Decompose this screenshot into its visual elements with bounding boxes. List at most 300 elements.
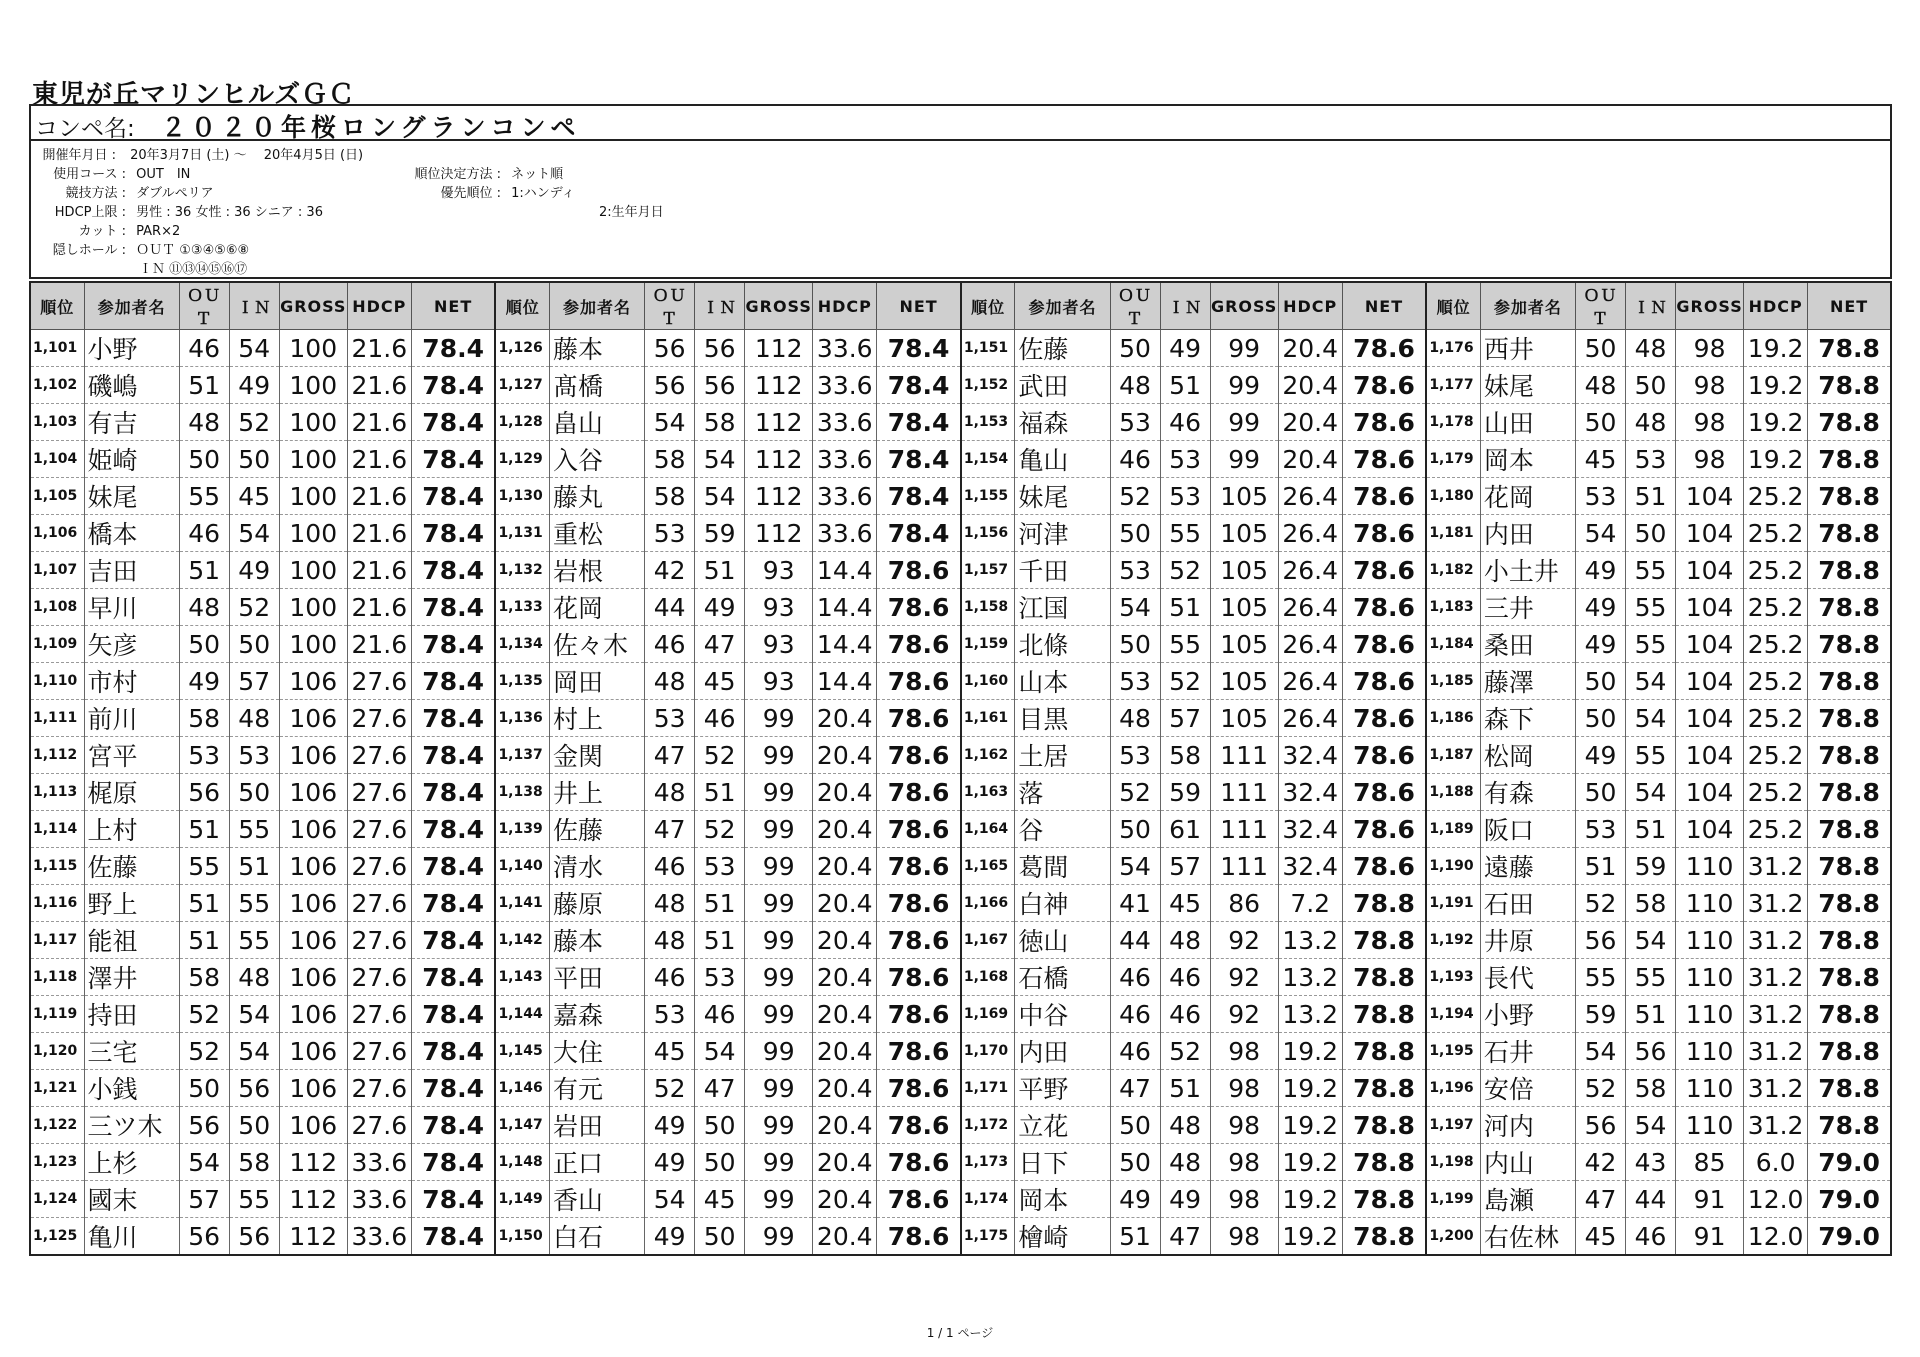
gross-cell: 99	[745, 1218, 813, 1256]
rank-cell: 1,126	[495, 330, 549, 367]
info-hdcp-value: 男性 : 36 女性 : 36 シニア : 36	[136, 205, 323, 220]
info-priority-label: 優先順位 :	[440, 186, 501, 201]
out-cell: 46	[179, 330, 229, 367]
in-cell: 45	[229, 478, 279, 515]
out-cell: 50	[1575, 700, 1625, 737]
hdcp-cell: 13.2	[1278, 922, 1342, 959]
gross-cell: 112	[279, 1144, 347, 1181]
hdcp-cell: 25.2	[1744, 811, 1808, 848]
rank-cell: 1,168	[961, 959, 1015, 996]
name-cell: 藤丸	[549, 478, 644, 515]
in-cell: 55	[1160, 626, 1210, 663]
in-cell: 54	[695, 441, 745, 478]
in-cell: 48	[1160, 1107, 1210, 1144]
rank-cell: 1,174	[961, 1181, 1015, 1218]
info-hdcp-label: HDCP上限 :	[54, 205, 126, 220]
rank-cell: 1,144	[495, 996, 549, 1033]
name-cell: 小野	[84, 330, 179, 367]
hdcp-cell: 20.4	[813, 774, 877, 811]
name-cell: 桑田	[1480, 626, 1575, 663]
rank-cell: 1,150	[495, 1218, 549, 1256]
rank-cell: 1,165	[961, 848, 1015, 885]
gross-cell: 110	[1676, 848, 1744, 885]
table-row	[30, 1070, 1891, 1107]
net-cell: 78.4	[877, 404, 961, 441]
gross-cell: 111	[1210, 811, 1278, 848]
out-cell: 45	[1575, 1218, 1625, 1256]
name-cell: 宮平	[84, 737, 179, 774]
rank-cell: 1,182	[1426, 552, 1480, 589]
rank-cell: 1,180	[1426, 478, 1480, 515]
net-cell: 78.8	[1808, 996, 1891, 1033]
gross-cell: 99	[745, 996, 813, 1033]
net-cell: 78.8	[1342, 996, 1426, 1033]
gross-cell: 100	[279, 589, 347, 626]
net-cell: 78.6	[1342, 774, 1426, 811]
name-cell: 市村	[84, 663, 179, 700]
out-cell: 49	[645, 1107, 695, 1144]
gross-cell: 98	[1676, 330, 1744, 367]
hdcp-cell: 14.4	[813, 552, 877, 589]
in-cell: 58	[1160, 737, 1210, 774]
in-cell: 56	[229, 1070, 279, 1107]
rank-cell: 1,192	[1426, 922, 1480, 959]
out-cell: 52	[179, 1033, 229, 1070]
gross-cell: 104	[1676, 515, 1744, 552]
header-name: 参加者名	[549, 282, 644, 330]
hdcp-cell: 20.4	[813, 1033, 877, 1070]
hdcp-cell: 19.2	[1744, 404, 1808, 441]
header-out: ＯＵＴ	[1110, 282, 1160, 330]
rank-cell: 1,173	[961, 1144, 1015, 1181]
out-cell: 51	[179, 367, 229, 404]
gross-cell: 104	[1676, 811, 1744, 848]
name-cell: 梶原	[84, 774, 179, 811]
net-cell: 78.6	[877, 663, 961, 700]
header-rank: 順位	[495, 282, 549, 330]
in-cell: 45	[695, 663, 745, 700]
header-hdcp: HDCP	[1744, 282, 1808, 330]
out-cell: 48	[179, 404, 229, 441]
net-cell: 78.8	[1808, 700, 1891, 737]
gross-cell: 106	[279, 663, 347, 700]
in-cell: 46	[1160, 959, 1210, 996]
gross-cell: 112	[279, 1218, 347, 1256]
in-cell: 55	[1626, 589, 1676, 626]
gross-cell: 104	[1676, 774, 1744, 811]
net-cell: 78.6	[877, 1218, 961, 1256]
out-cell: 50	[179, 441, 229, 478]
net-cell: 78.4	[411, 959, 495, 996]
header-gross: GROSS	[1210, 282, 1278, 330]
hdcp-cell: 27.6	[347, 663, 411, 700]
net-cell: 78.8	[1808, 885, 1891, 922]
out-cell: 53	[1575, 811, 1625, 848]
hdcp-cell: 32.4	[1278, 774, 1342, 811]
gross-cell: 98	[1210, 1144, 1278, 1181]
rank-cell: 1,187	[1426, 737, 1480, 774]
out-cell: 49	[1575, 552, 1625, 589]
rank-cell: 1,164	[961, 811, 1015, 848]
in-cell: 54	[695, 478, 745, 515]
name-cell: 島瀬	[1480, 1181, 1575, 1218]
in-cell: 46	[1160, 996, 1210, 1033]
out-cell: 47	[645, 811, 695, 848]
gross-cell: 112	[745, 330, 813, 367]
in-cell: 51	[695, 885, 745, 922]
out-cell: 50	[1110, 1144, 1160, 1181]
gross-cell: 112	[745, 404, 813, 441]
name-cell: 檜崎	[1015, 1218, 1110, 1256]
rank-cell: 1,119	[30, 996, 84, 1033]
name-cell: 小銭	[84, 1070, 179, 1107]
hdcp-cell: 25.2	[1744, 478, 1808, 515]
out-cell: 46	[645, 626, 695, 663]
name-cell: 日下	[1015, 1144, 1110, 1181]
gross-cell: 92	[1210, 959, 1278, 996]
out-cell: 49	[1575, 626, 1625, 663]
gross-cell: 106	[279, 700, 347, 737]
rank-cell: 1,131	[495, 515, 549, 552]
net-cell: 78.6	[1342, 404, 1426, 441]
name-cell: 佐藤	[549, 811, 644, 848]
rank-cell: 1,123	[30, 1144, 84, 1181]
table-row	[30, 330, 1891, 367]
net-cell: 78.6	[1342, 626, 1426, 663]
out-cell: 44	[645, 589, 695, 626]
rank-cell: 1,167	[961, 922, 1015, 959]
gross-cell: 106	[279, 996, 347, 1033]
net-cell: 78.4	[411, 626, 495, 663]
hdcp-cell: 32.4	[1278, 848, 1342, 885]
name-cell: 福森	[1015, 404, 1110, 441]
rank-cell: 1,148	[495, 1144, 549, 1181]
net-cell: 78.8	[1808, 367, 1891, 404]
net-cell: 78.6	[877, 626, 961, 663]
info-hidden-in: ＩＮ ⑪⑬⑭⑮⑯⑰	[139, 262, 248, 277]
out-cell: 51	[179, 811, 229, 848]
rank-cell: 1,130	[495, 478, 549, 515]
hdcp-cell: 20.4	[813, 1144, 877, 1181]
rank-cell: 1,159	[961, 626, 1015, 663]
hdcp-cell: 19.2	[1278, 1033, 1342, 1070]
name-cell: 金関	[549, 737, 644, 774]
net-cell: 78.6	[1342, 700, 1426, 737]
table-row	[30, 700, 1891, 737]
name-cell: 藤本	[549, 922, 644, 959]
out-cell: 49	[645, 1218, 695, 1256]
name-cell: 三井	[1480, 589, 1575, 626]
gross-cell: 106	[279, 885, 347, 922]
header-out: ＯＵＴ	[645, 282, 695, 330]
rank-cell: 1,143	[495, 959, 549, 996]
name-cell: 阪口	[1480, 811, 1575, 848]
in-cell: 51	[695, 774, 745, 811]
net-cell: 78.8	[1342, 1218, 1426, 1256]
out-cell: 53	[645, 700, 695, 737]
net-cell: 78.6	[877, 737, 961, 774]
rank-cell: 1,186	[1426, 700, 1480, 737]
name-cell: 井原	[1480, 922, 1575, 959]
in-cell: 48	[229, 700, 279, 737]
info-course-value: OUT IN	[136, 167, 191, 182]
in-cell: 48	[1626, 330, 1676, 367]
out-cell: 51	[179, 552, 229, 589]
hdcp-cell: 25.2	[1744, 700, 1808, 737]
info-cut-value: PAR×2	[136, 224, 181, 239]
hdcp-cell: 12.0	[1744, 1181, 1808, 1218]
out-cell: 50	[1110, 1107, 1160, 1144]
hdcp-cell: 27.6	[347, 996, 411, 1033]
out-cell: 46	[645, 848, 695, 885]
net-cell: 78.6	[877, 552, 961, 589]
name-cell: 石田	[1480, 885, 1575, 922]
rank-cell: 1,179	[1426, 441, 1480, 478]
name-cell: 大住	[549, 1033, 644, 1070]
in-cell: 53	[695, 959, 745, 996]
info-method-label: 競技方法 :	[65, 186, 126, 201]
hdcp-cell: 27.6	[347, 922, 411, 959]
table-row	[30, 626, 1891, 663]
name-cell: 落	[1015, 774, 1110, 811]
table-row	[30, 1181, 1891, 1218]
out-cell: 48	[1110, 367, 1160, 404]
out-cell: 56	[1575, 922, 1625, 959]
out-cell: 56	[179, 774, 229, 811]
net-cell: 78.4	[877, 367, 961, 404]
hdcp-cell: 14.4	[813, 663, 877, 700]
rank-cell: 1,154	[961, 441, 1015, 478]
gross-cell: 110	[1676, 922, 1744, 959]
hdcp-cell: 31.2	[1744, 848, 1808, 885]
in-cell: 46	[695, 996, 745, 1033]
table-row	[30, 478, 1891, 515]
rank-cell: 1,158	[961, 589, 1015, 626]
hdcp-cell: 19.2	[1744, 367, 1808, 404]
net-cell: 78.8	[1808, 1033, 1891, 1070]
gross-cell: 99	[745, 1181, 813, 1218]
rank-cell: 1,127	[495, 367, 549, 404]
name-cell: 香山	[549, 1181, 644, 1218]
name-cell: 有元	[549, 1070, 644, 1107]
net-cell: 78.4	[877, 330, 961, 367]
gross-cell: 106	[279, 1070, 347, 1107]
table-row	[30, 1107, 1891, 1144]
in-cell: 43	[1626, 1144, 1676, 1181]
name-cell: 能祖	[84, 922, 179, 959]
name-cell: 佐藤	[1015, 330, 1110, 367]
hdcp-cell: 20.4	[813, 885, 877, 922]
rank-cell: 1,132	[495, 552, 549, 589]
hdcp-cell: 20.4	[1278, 367, 1342, 404]
gross-cell: 105	[1210, 700, 1278, 737]
name-cell: 小土井	[1480, 552, 1575, 589]
hdcp-cell: 31.2	[1744, 1107, 1808, 1144]
gross-cell: 91	[1676, 1218, 1744, 1256]
net-cell: 78.4	[877, 478, 961, 515]
name-cell: 岩田	[549, 1107, 644, 1144]
net-cell: 78.8	[1342, 959, 1426, 996]
out-cell: 51	[179, 885, 229, 922]
out-cell: 53	[1110, 737, 1160, 774]
out-cell: 53	[1575, 478, 1625, 515]
name-cell: 徳山	[1015, 922, 1110, 959]
rank-cell: 1,138	[495, 774, 549, 811]
rank-cell: 1,129	[495, 441, 549, 478]
info-cut-label: カット :	[78, 224, 126, 239]
rank-cell: 1,156	[961, 515, 1015, 552]
name-cell: 目黒	[1015, 700, 1110, 737]
hdcp-cell: 12.0	[1744, 1218, 1808, 1256]
rank-cell: 1,122	[30, 1107, 84, 1144]
hdcp-cell: 20.4	[813, 1107, 877, 1144]
name-cell: 白石	[549, 1218, 644, 1256]
gross-cell: 100	[279, 515, 347, 552]
net-cell: 78.8	[1342, 1107, 1426, 1144]
header-hdcp: HDCP	[813, 282, 877, 330]
rank-cell: 1,146	[495, 1070, 549, 1107]
out-cell: 56	[179, 1218, 229, 1256]
gross-cell: 100	[279, 441, 347, 478]
in-cell: 54	[229, 996, 279, 1033]
gross-cell: 99	[745, 848, 813, 885]
in-cell: 47	[695, 1070, 745, 1107]
header-in: ＩＮ	[1160, 282, 1210, 330]
gross-cell: 100	[279, 478, 347, 515]
hdcp-cell: 20.4	[813, 700, 877, 737]
in-cell: 55	[1626, 626, 1676, 663]
gross-cell: 99	[745, 774, 813, 811]
out-cell: 46	[1110, 996, 1160, 1033]
in-cell: 51	[1160, 367, 1210, 404]
hdcp-cell: 27.6	[347, 848, 411, 885]
hdcp-cell: 26.4	[1278, 663, 1342, 700]
info-hidden-holes	[31, 239, 249, 258]
hdcp-cell: 33.6	[813, 330, 877, 367]
net-cell: 78.6	[877, 1033, 961, 1070]
rank-cell: 1,169	[961, 996, 1015, 1033]
header-hdcp: HDCP	[1278, 282, 1342, 330]
out-cell: 50	[1110, 626, 1160, 663]
gross-cell: 92	[1210, 996, 1278, 1033]
name-cell: 佐々木	[549, 626, 644, 663]
net-cell: 78.4	[411, 515, 495, 552]
out-cell: 49	[1110, 1181, 1160, 1218]
gross-cell: 98	[1676, 404, 1744, 441]
header-gross: GROSS	[745, 282, 813, 330]
gross-cell: 99	[745, 737, 813, 774]
gross-cell: 104	[1676, 663, 1744, 700]
in-cell: 55	[1626, 959, 1676, 996]
rank-cell: 1,147	[495, 1107, 549, 1144]
rank-cell: 1,125	[30, 1218, 84, 1256]
in-cell: 53	[1626, 441, 1676, 478]
table-row	[30, 848, 1891, 885]
name-cell: 持田	[84, 996, 179, 1033]
name-cell: 早川	[84, 589, 179, 626]
out-cell: 51	[1110, 1218, 1160, 1256]
name-cell: 三宅	[84, 1033, 179, 1070]
info-method	[31, 182, 214, 201]
name-cell: 上村	[84, 811, 179, 848]
net-cell: 78.8	[1808, 663, 1891, 700]
rank-cell: 1,141	[495, 885, 549, 922]
net-cell: 78.6	[1342, 330, 1426, 367]
hdcp-cell: 19.2	[1278, 1107, 1342, 1144]
name-cell: 石井	[1480, 1033, 1575, 1070]
out-cell: 51	[179, 922, 229, 959]
hdcp-cell: 27.6	[347, 700, 411, 737]
out-cell: 48	[1110, 700, 1160, 737]
in-cell: 48	[1626, 404, 1676, 441]
net-cell: 79.0	[1808, 1181, 1891, 1218]
in-cell: 49	[229, 367, 279, 404]
rank-cell: 1,181	[1426, 515, 1480, 552]
gross-cell: 98	[1210, 1033, 1278, 1070]
hdcp-cell: 14.4	[813, 589, 877, 626]
in-cell: 52	[1160, 552, 1210, 589]
name-cell: 花岡	[1480, 478, 1575, 515]
hdcp-cell: 21.6	[347, 404, 411, 441]
in-cell: 54	[1626, 774, 1676, 811]
name-cell: 内田	[1480, 515, 1575, 552]
rank-cell: 1,120	[30, 1033, 84, 1070]
header-out: ＯＵＴ	[179, 282, 229, 330]
info-priority-2: 2:生年月日	[599, 205, 664, 220]
name-cell: 花岡	[549, 589, 644, 626]
table-row	[30, 922, 1891, 959]
in-cell: 47	[1160, 1218, 1210, 1256]
name-cell: 内山	[1480, 1144, 1575, 1181]
in-cell: 50	[695, 1218, 745, 1256]
net-cell: 78.6	[877, 959, 961, 996]
rank-cell: 1,133	[495, 589, 549, 626]
rank-cell: 1,128	[495, 404, 549, 441]
out-cell: 48	[645, 774, 695, 811]
out-cell: 48	[645, 922, 695, 959]
out-cell: 41	[1110, 885, 1160, 922]
out-cell: 42	[645, 552, 695, 589]
name-cell: 重松	[549, 515, 644, 552]
net-cell: 78.8	[1808, 1070, 1891, 1107]
table-row	[30, 404, 1891, 441]
out-cell: 45	[1575, 441, 1625, 478]
info-date	[31, 144, 363, 163]
in-cell: 51	[1160, 589, 1210, 626]
out-cell: 50	[1110, 330, 1160, 367]
gross-cell: 93	[745, 626, 813, 663]
gross-cell: 106	[279, 848, 347, 885]
table-row	[30, 959, 1891, 996]
gross-cell: 99	[745, 1033, 813, 1070]
in-cell: 50	[695, 1144, 745, 1181]
table-header-row	[30, 282, 1891, 330]
hdcp-cell: 20.4	[813, 1181, 877, 1218]
in-cell: 57	[229, 663, 279, 700]
hdcp-cell: 14.4	[813, 626, 877, 663]
net-cell: 78.8	[1808, 404, 1891, 441]
net-cell: 78.8	[1808, 626, 1891, 663]
in-cell: 52	[695, 737, 745, 774]
in-cell: 56	[229, 1218, 279, 1256]
hdcp-cell: 31.2	[1744, 1033, 1808, 1070]
gross-cell: 106	[279, 959, 347, 996]
name-cell: 武田	[1015, 367, 1110, 404]
hdcp-cell: 19.2	[1278, 1181, 1342, 1218]
gross-cell: 100	[279, 404, 347, 441]
net-cell: 78.8	[1808, 774, 1891, 811]
net-cell: 78.4	[411, 885, 495, 922]
